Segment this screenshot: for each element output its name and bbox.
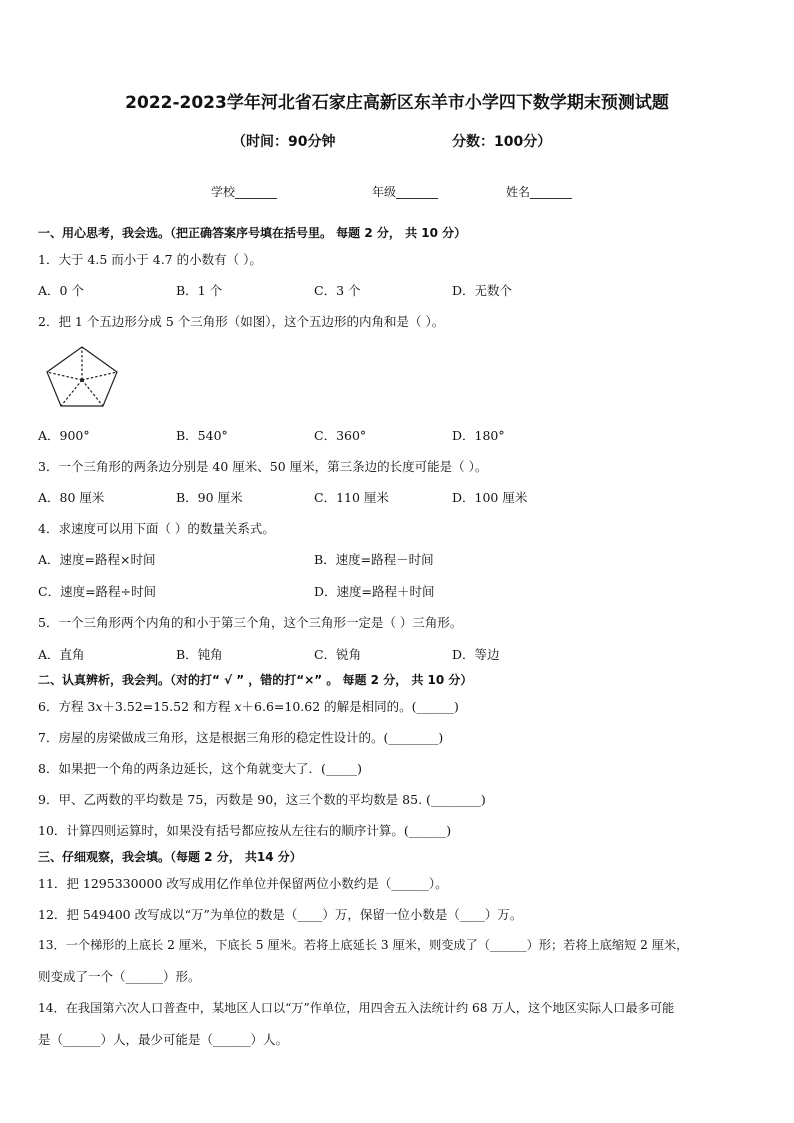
pentagon-figure <box>44 344 120 410</box>
section-3-heading: 三、仔细观察，我会填。（每题 2 分， 共14 分） <box>38 850 302 864</box>
question-1-option-c: C．3 个 <box>314 283 361 298</box>
grade-field: 年级_______ <box>372 185 439 199</box>
page-title: 2022-2023学年河北省石家庄高新区东羊市小学四下数学期末预测试题 <box>125 93 669 113</box>
pentagon-dashed-line <box>47 372 82 380</box>
name-field: 姓名_______ <box>506 185 573 199</box>
question-6: 6．方程 3𝑥＋3.52=15.52 和方程 𝑥＋6.6=10.62 的解是相同的。(______) <box>38 699 459 714</box>
question-1-option-a: A．0 个 <box>38 283 84 298</box>
question-9: 9．甲、乙两数的平均数是 75，丙数是 90，这三个数的平均数是 85. (________) <box>38 792 486 807</box>
school-field: 学校_______ <box>211 185 278 199</box>
question-13-line-2: 则变成了一个（______）形。 <box>38 969 201 984</box>
question-4-option-c: C．速度=路程÷时间 <box>38 584 157 599</box>
question-3-option-d: D．100 厘米 <box>452 490 528 505</box>
question-5-option-b: B．钝角 <box>176 647 223 662</box>
question-5-option-c: C．锐角 <box>314 647 362 662</box>
pentagon-dashed-line <box>82 380 103 406</box>
question-10: 10．计算四则运算时，如果没有括号都应按从左往右的顺序计算。(______) <box>38 823 452 838</box>
question-8: 8．如果把一个角的两条边延长，这个角就变大了．(_____) <box>38 761 362 776</box>
question-3: 3．一个三角形的两条边分别是 40 厘米、50 厘米，第三条边的长度可能是（ ）。 <box>38 459 488 474</box>
question-1-option-d: D．无数个 <box>452 283 513 298</box>
question-1-option-b: B．1 个 <box>176 283 223 298</box>
section-2-heading: 二、认真辨析，我会判。（对的打“ √ ” ，错的打“×” 。 每题 2 分， 共 10 分） <box>38 673 473 687</box>
question-2-option-b: B．540° <box>176 428 228 443</box>
question-13-line-1: 13．一个梯形的上底长 2 厘米，下底长 5 厘米。若将上底延长 3 厘米，则变成了（______）形；若将上底缩短 2 厘米， <box>38 938 689 952</box>
question-5-option-a: A．直角 <box>38 647 85 662</box>
question-3-option-b: B．90 厘米 <box>176 490 243 505</box>
exam-score: 分数：100分） <box>452 134 552 150</box>
question-4-option-d: D．速度=路程＋时间 <box>314 584 435 599</box>
question-2-option-d: D．180° <box>452 428 505 443</box>
pentagon-dashed-line <box>61 380 82 406</box>
question-2-option-a: A．900° <box>38 428 90 443</box>
question-2-option-c: C．360° <box>314 428 367 443</box>
question-2: 2．把 1 个五边形分成 5 个三角形（如图），这个五边形的内角和是（ ）。 <box>38 314 445 329</box>
question-14-line-1: 14．在我国第六次人口普查中，某地区人口以“万”作单位，用四舍五入法统计约 68 万人，这个地区实际人口最多可能 <box>38 1001 675 1015</box>
exam-time: （时间：90分钟 <box>232 134 336 150</box>
pentagon-center-point <box>80 378 84 382</box>
question-14-line-2: 是（______）人，最少可能是（______）人。 <box>38 1032 289 1047</box>
question-4-option-b: B．速度=路程－时间 <box>314 552 434 567</box>
question-11: 11．把 1295330000 改写成用亿作单位并保留两位小数约是（______）。 <box>38 876 448 891</box>
question-7: 7．房屋的房梁做成三角形，这是根据三角形的稳定性设计的。(________) <box>38 730 444 745</box>
question-3-option-c: C．110 厘米 <box>314 490 389 505</box>
question-12: 12．把 549400 改写成以“万”为单位的数是（____）万，保留一位小数是（____）万。 <box>38 907 523 922</box>
question-5-option-d: D．等边 <box>452 647 500 662</box>
question-5: 5．一个三角形两个内角的和小于第三个角，这个三角形一定是（ ）三角形。 <box>38 615 463 630</box>
pentagon-dashed-line <box>82 372 117 380</box>
question-3-option-a: A．80 厘米 <box>38 490 105 505</box>
question-4: 4．求速度可以用下面（ ）的数量关系式。 <box>38 521 275 536</box>
question-1: 1．大于 4.5 而小于 4.7 的小数有（ ）。 <box>38 252 262 267</box>
question-4-option-a: A．速度=路程×时间 <box>38 552 156 567</box>
section-1-heading: 一、用心思考，我会选。（把正确答案序号填在括号里。 每题 2 分， 共 10 分） <box>38 226 467 240</box>
